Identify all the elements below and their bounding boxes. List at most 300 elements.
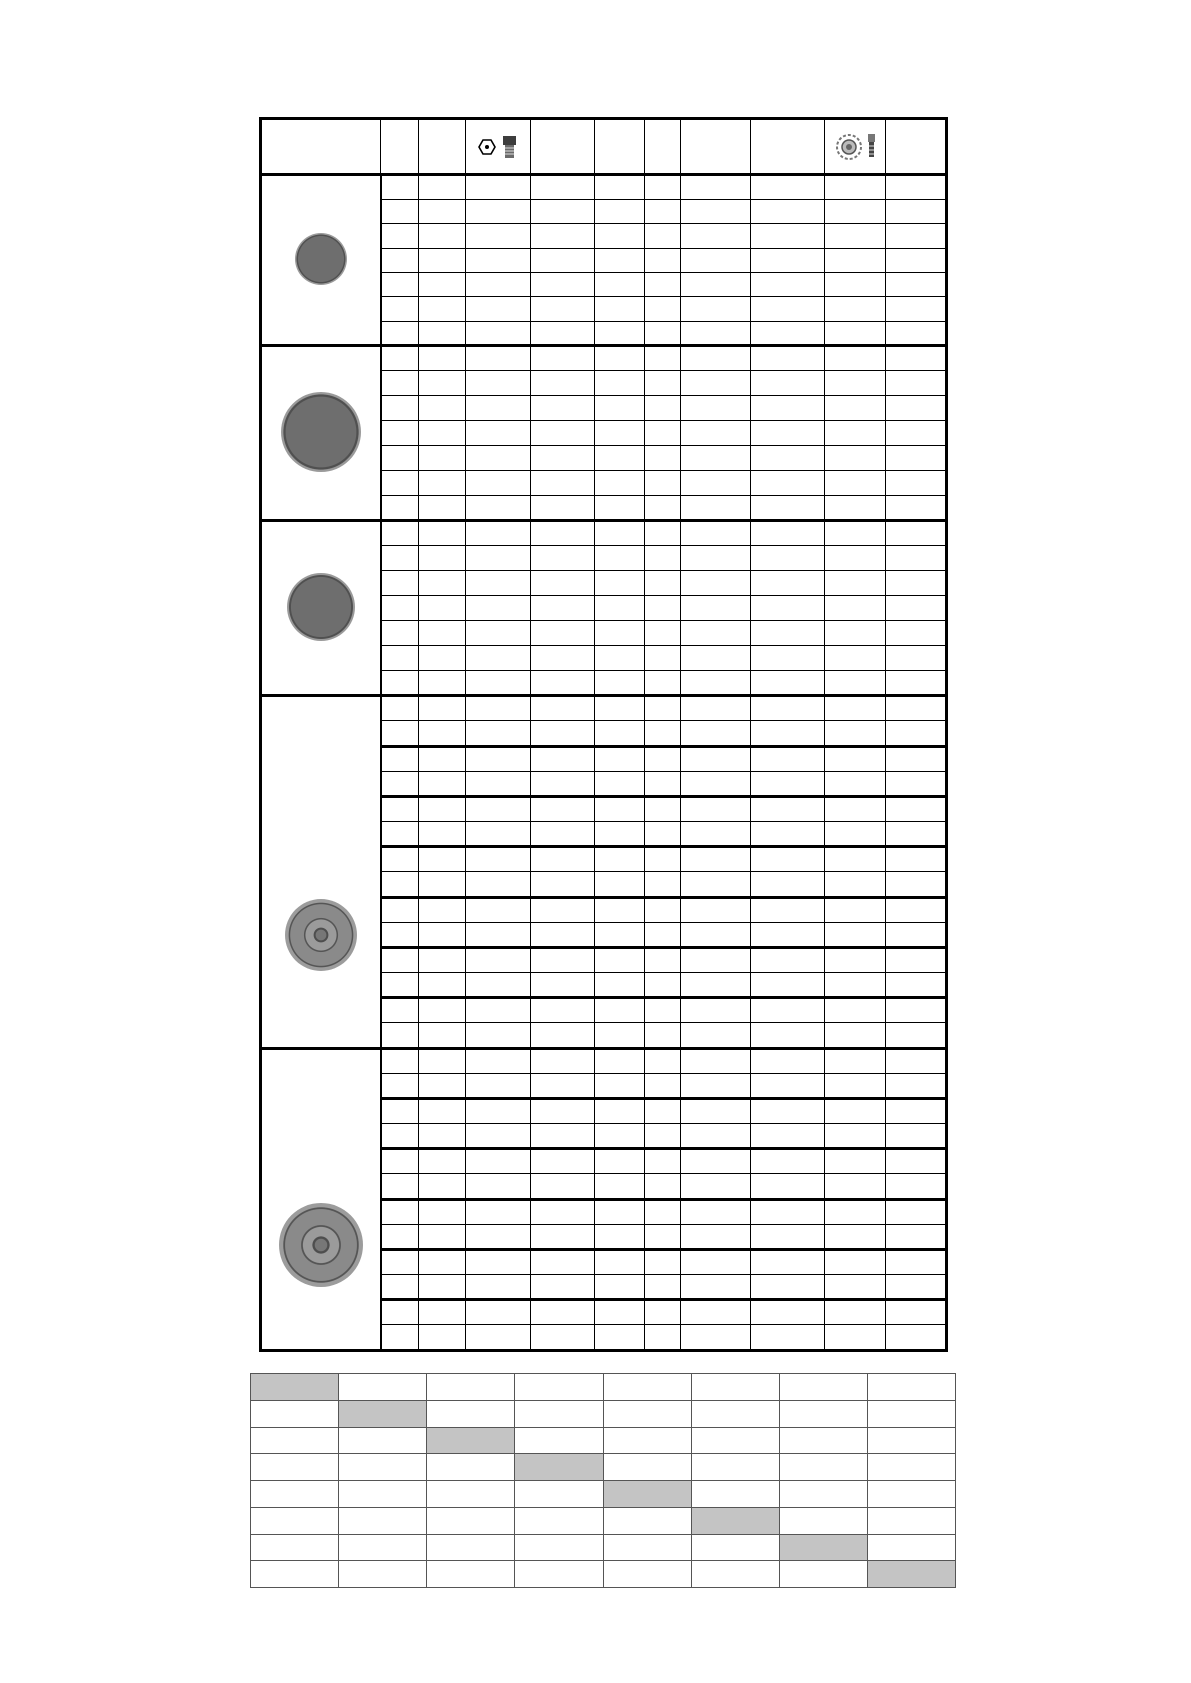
table-cell — [531, 321, 595, 345]
matrix-cell — [691, 1374, 779, 1401]
table-cell — [751, 1249, 825, 1274]
table-cell — [466, 947, 531, 972]
table-cell — [466, 897, 531, 922]
table-cell — [751, 897, 825, 922]
matrix-shaded-cell — [251, 1374, 339, 1401]
table-cell — [645, 199, 681, 223]
table-cell — [825, 822, 886, 847]
table-cell — [751, 297, 825, 321]
table-cell — [531, 371, 595, 396]
table-cell — [645, 321, 681, 345]
table-cell — [595, 1300, 645, 1325]
table-cell — [419, 1275, 466, 1300]
table-cell — [531, 1023, 595, 1048]
table-cell — [466, 546, 531, 571]
table-cell — [381, 224, 419, 248]
table-cell — [381, 248, 419, 272]
table-cell — [886, 1073, 947, 1098]
table-cell — [825, 973, 886, 998]
table-cell — [645, 446, 681, 471]
table-cell — [886, 272, 947, 296]
table-cell — [825, 471, 886, 496]
table-cell — [466, 421, 531, 446]
triple-ring-burner-large-icon — [279, 1203, 363, 1287]
table-cell — [531, 421, 595, 446]
table-cell — [645, 897, 681, 922]
matrix-cell — [339, 1534, 427, 1561]
table-cell — [466, 771, 531, 796]
table-cell — [681, 571, 751, 596]
matrix-cell — [251, 1481, 339, 1508]
table-cell — [681, 771, 751, 796]
table-cell — [531, 947, 595, 972]
table-cell — [681, 596, 751, 621]
table-cell — [886, 1124, 947, 1149]
matrix-cell — [427, 1400, 515, 1427]
table-cell — [531, 571, 595, 596]
table-cell — [419, 847, 466, 872]
table-cell — [531, 998, 595, 1023]
table-cell — [466, 1325, 531, 1351]
table-cell — [886, 297, 947, 321]
table-cell — [419, 822, 466, 847]
table-cell — [419, 371, 466, 396]
table-cell — [751, 822, 825, 847]
table-cell — [595, 421, 645, 446]
matrix-cell — [603, 1507, 691, 1534]
table-cell — [419, 872, 466, 897]
table-cell — [595, 1224, 645, 1249]
table-cell — [751, 1124, 825, 1149]
table-cell — [751, 796, 825, 821]
table-cell — [381, 872, 419, 897]
matrix-cell — [427, 1454, 515, 1481]
table-cell — [751, 248, 825, 272]
table-cell — [381, 973, 419, 998]
header-cell — [595, 119, 645, 175]
table-cell — [531, 671, 595, 696]
matrix-cell — [515, 1507, 603, 1534]
table-cell — [466, 346, 531, 371]
table-cell — [466, 175, 531, 199]
matrix-cell — [779, 1374, 867, 1401]
table-cell — [466, 872, 531, 897]
table-cell — [531, 847, 595, 872]
matrix-shaded-cell — [691, 1507, 779, 1534]
table-cell — [645, 1174, 681, 1199]
table-cell — [419, 721, 466, 746]
table-cell — [681, 1224, 751, 1249]
table-cell — [681, 421, 751, 446]
table-cell — [886, 746, 947, 771]
table-cell — [751, 998, 825, 1023]
table-cell — [381, 446, 419, 471]
table-cell — [681, 371, 751, 396]
table-cell — [681, 546, 751, 571]
table-cell — [645, 1048, 681, 1073]
table-cell — [595, 496, 645, 521]
table-cell — [886, 446, 947, 471]
table-row — [261, 175, 947, 199]
table-cell — [466, 1224, 531, 1249]
table-cell — [381, 822, 419, 847]
table-cell — [466, 973, 531, 998]
table-cell — [681, 847, 751, 872]
table-cell — [531, 796, 595, 821]
table-cell — [466, 471, 531, 496]
table-cell — [825, 248, 886, 272]
table-cell — [419, 1224, 466, 1249]
matrix-cell — [251, 1534, 339, 1561]
table-cell — [825, 1224, 886, 1249]
table-cell — [681, 471, 751, 496]
table-cell — [825, 1300, 886, 1325]
table-cell — [825, 922, 886, 947]
table-cell — [381, 596, 419, 621]
table-cell — [466, 696, 531, 721]
table-cell — [681, 396, 751, 421]
table-cell — [645, 847, 681, 872]
table-cell — [681, 1199, 751, 1224]
table-cell — [531, 922, 595, 947]
table-cell — [751, 371, 825, 396]
table-cell — [645, 496, 681, 521]
table-cell — [531, 621, 595, 646]
table-cell — [886, 224, 947, 248]
table-cell — [466, 998, 531, 1023]
table-cell — [645, 421, 681, 446]
burner-image-cell — [261, 346, 381, 521]
matrix-shaded-cell — [779, 1534, 867, 1561]
table-cell — [419, 396, 466, 421]
table-cell — [645, 1124, 681, 1149]
table-cell — [466, 446, 531, 471]
table-cell — [531, 1224, 595, 1249]
table-cell — [681, 746, 751, 771]
table-cell — [466, 671, 531, 696]
table-cell — [825, 1199, 886, 1224]
matrix-cell — [867, 1374, 955, 1401]
table-cell — [751, 721, 825, 746]
matrix-cell — [515, 1374, 603, 1401]
table-cell — [531, 546, 595, 571]
table-cell — [595, 321, 645, 345]
table-cell — [381, 521, 419, 546]
table-cell — [751, 771, 825, 796]
table-cell — [825, 897, 886, 922]
table-cell — [595, 175, 645, 199]
table-header-row — [261, 119, 947, 175]
table-cell — [681, 446, 751, 471]
table-cell — [645, 248, 681, 272]
matrix-cell — [427, 1374, 515, 1401]
table-cell — [825, 671, 886, 696]
table-cell — [595, 621, 645, 646]
table-cell — [381, 1275, 419, 1300]
table-cell — [751, 922, 825, 947]
table-cell — [751, 1224, 825, 1249]
table-cell — [419, 272, 466, 296]
table-cell — [886, 1174, 947, 1199]
table-cell — [419, 199, 466, 223]
table-cell — [825, 947, 886, 972]
table-cell — [645, 671, 681, 696]
table-cell — [751, 346, 825, 371]
table-cell — [886, 596, 947, 621]
table-cell — [531, 396, 595, 421]
table-cell — [419, 248, 466, 272]
table-cell — [595, 897, 645, 922]
table-cell — [531, 272, 595, 296]
table-cell — [466, 822, 531, 847]
table-cell — [886, 248, 947, 272]
table-cell — [419, 321, 466, 345]
table-cell — [419, 973, 466, 998]
matrix-row — [251, 1561, 956, 1588]
table-cell — [381, 621, 419, 646]
table-cell — [681, 1098, 751, 1123]
table-cell — [751, 546, 825, 571]
table-cell — [381, 496, 419, 521]
table-cell — [825, 346, 886, 371]
table-cell — [381, 321, 419, 345]
table-cell — [531, 1073, 595, 1098]
table-cell — [381, 371, 419, 396]
burner-image-cell — [261, 1048, 381, 1350]
table-cell — [645, 947, 681, 972]
table-cell — [645, 1249, 681, 1274]
table-cell — [595, 771, 645, 796]
table-cell — [681, 721, 751, 746]
table-cell — [645, 973, 681, 998]
table-row — [261, 1048, 947, 1073]
table-cell — [645, 1149, 681, 1174]
header-cell — [886, 119, 947, 175]
table-row — [261, 346, 947, 371]
table-cell — [645, 596, 681, 621]
table-cell — [531, 1149, 595, 1174]
table-cell — [419, 922, 466, 947]
table-cell — [825, 1098, 886, 1123]
matrix-cell — [867, 1534, 955, 1561]
table-cell — [886, 1023, 947, 1048]
table-cell — [645, 1023, 681, 1048]
table-cell — [751, 1023, 825, 1048]
table-cell — [595, 248, 645, 272]
table-cell — [595, 796, 645, 821]
table-cell — [886, 175, 947, 199]
table-cell — [531, 1275, 595, 1300]
table-cell — [681, 1325, 751, 1351]
table-cell — [645, 646, 681, 671]
table-cell — [419, 696, 466, 721]
table-cell — [466, 1124, 531, 1149]
matrix-cell — [515, 1427, 603, 1454]
table-cell — [381, 897, 419, 922]
table-cell — [466, 621, 531, 646]
table-cell — [681, 248, 751, 272]
table-cell — [886, 897, 947, 922]
table-cell — [825, 272, 886, 296]
table-cell — [645, 297, 681, 321]
table-cell — [825, 596, 886, 621]
table-cell — [751, 1300, 825, 1325]
header-cell — [261, 119, 381, 175]
table-cell — [531, 1124, 595, 1149]
table-cell — [645, 922, 681, 947]
table-cell — [531, 872, 595, 897]
table-cell — [825, 998, 886, 1023]
table-cell — [419, 1199, 466, 1224]
burner-image-cell — [261, 521, 381, 696]
table-cell — [595, 346, 645, 371]
table-cell — [595, 1199, 645, 1224]
table-cell — [681, 1249, 751, 1274]
table-cell — [825, 696, 886, 721]
table-cell — [681, 199, 751, 223]
table-cell — [595, 1048, 645, 1073]
table-cell — [595, 696, 645, 721]
table-cell — [466, 796, 531, 821]
table-cell — [466, 396, 531, 421]
table-cell — [825, 224, 886, 248]
table-cell — [419, 897, 466, 922]
matrix-cell — [251, 1454, 339, 1481]
table-cell — [886, 847, 947, 872]
table-cell — [595, 1124, 645, 1149]
table-cell — [645, 771, 681, 796]
table-cell — [751, 446, 825, 471]
burner-image-cell — [261, 696, 381, 1048]
table-cell — [419, 496, 466, 521]
matrix-cell — [603, 1561, 691, 1588]
table-cell — [751, 746, 825, 771]
table-cell — [595, 998, 645, 1023]
table-cell — [595, 224, 645, 248]
table-cell — [681, 1275, 751, 1300]
table-cell — [645, 1325, 681, 1351]
table-cell — [886, 646, 947, 671]
table-cell — [381, 922, 419, 947]
table-cell — [381, 671, 419, 696]
table-cell — [595, 1275, 645, 1300]
table-cell — [419, 596, 466, 621]
table-cell — [645, 471, 681, 496]
table-cell — [886, 1098, 947, 1123]
matrix-cell — [339, 1561, 427, 1588]
table-cell — [751, 1275, 825, 1300]
table-cell — [751, 199, 825, 223]
table-row — [261, 521, 947, 546]
table-cell — [751, 947, 825, 972]
table-cell — [886, 1325, 947, 1351]
table-cell — [825, 1048, 886, 1073]
table-cell — [595, 872, 645, 897]
table-cell — [466, 1300, 531, 1325]
table-cell — [466, 371, 531, 396]
table-cell — [681, 872, 751, 897]
table-cell — [419, 1048, 466, 1073]
table-cell — [531, 1300, 595, 1325]
table-cell — [595, 973, 645, 998]
table-cell — [381, 175, 419, 199]
table-cell — [751, 571, 825, 596]
table-cell — [381, 771, 419, 796]
matrix-cell — [603, 1400, 691, 1427]
table-cell — [419, 1098, 466, 1123]
table-cell — [466, 646, 531, 671]
table-cell — [825, 1149, 886, 1174]
table-cell — [681, 175, 751, 199]
table-cell — [886, 1048, 947, 1073]
matrix-cell — [867, 1481, 955, 1508]
matrix-cell — [603, 1534, 691, 1561]
table-cell — [751, 1149, 825, 1174]
table-cell — [595, 546, 645, 571]
table-cell — [531, 1174, 595, 1199]
matrix-cell — [867, 1454, 955, 1481]
table-cell — [645, 346, 681, 371]
table-cell — [381, 947, 419, 972]
table-cell — [531, 596, 595, 621]
table-cell — [595, 1073, 645, 1098]
matrix-cell — [339, 1427, 427, 1454]
table-cell — [825, 371, 886, 396]
table-cell — [466, 248, 531, 272]
matrix-cell — [779, 1400, 867, 1427]
table-cell — [825, 546, 886, 571]
matrix-cell — [691, 1561, 779, 1588]
table-cell — [531, 646, 595, 671]
table-cell — [466, 1023, 531, 1048]
table-cell — [595, 847, 645, 872]
table-cell — [751, 621, 825, 646]
table-cell — [681, 696, 751, 721]
table-cell — [419, 947, 466, 972]
table-cell — [419, 421, 466, 446]
table-cell — [886, 947, 947, 972]
table-cell — [645, 546, 681, 571]
table-cell — [381, 1098, 419, 1123]
table-cell — [381, 998, 419, 1023]
table-cell — [886, 998, 947, 1023]
matrix-cell — [339, 1454, 427, 1481]
table-cell — [381, 546, 419, 571]
table-cell — [381, 847, 419, 872]
table-cell — [531, 746, 595, 771]
table-cell — [531, 496, 595, 521]
table-cell — [886, 496, 947, 521]
table-cell — [645, 571, 681, 596]
table-cell — [595, 1174, 645, 1199]
table-cell — [645, 1300, 681, 1325]
table-cell — [419, 471, 466, 496]
table-cell — [466, 847, 531, 872]
table-cell — [681, 947, 751, 972]
table-cell — [825, 571, 886, 596]
header-cell — [381, 119, 419, 175]
table-cell — [645, 696, 681, 721]
table-cell — [825, 1174, 886, 1199]
table-cell — [419, 571, 466, 596]
table-cell — [886, 621, 947, 646]
table-cell — [825, 646, 886, 671]
table-cell — [886, 796, 947, 821]
table-cell — [531, 248, 595, 272]
table-cell — [645, 175, 681, 199]
table-cell — [381, 346, 419, 371]
burner-specification-table — [259, 117, 948, 1352]
